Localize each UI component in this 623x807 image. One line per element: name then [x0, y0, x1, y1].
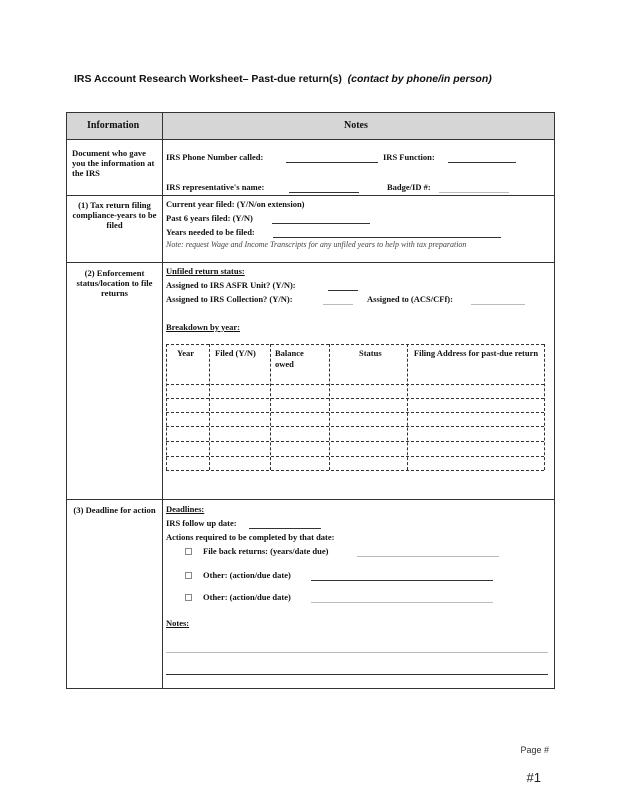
phone-field[interactable] [286, 162, 378, 163]
row-divider [67, 262, 554, 263]
collection-field[interactable] [323, 304, 353, 305]
badge-label: Badge/ID #: [387, 182, 431, 192]
other-field-2[interactable] [311, 602, 493, 603]
col-filing-address: Filing Address for past-due return [413, 348, 539, 358]
col-balance: Balance owed [275, 348, 304, 369]
notes-label: Notes: [166, 618, 190, 628]
col-status: Status [359, 348, 382, 358]
years-needed-field[interactable] [273, 237, 501, 238]
file-back-field[interactable] [357, 556, 499, 557]
rep-label: IRS representative's name: [166, 182, 265, 192]
current-year-label: Current year filed: (Y/N/on extension) [166, 199, 305, 209]
unfiled-status-label: Unfiled return status: [166, 266, 245, 276]
page-number: #1 [526, 770, 541, 785]
rep-field[interactable] [289, 192, 359, 193]
phone-label: IRS Phone Number called: [166, 152, 264, 162]
function-label: IRS Function: [383, 152, 435, 162]
followup-label: IRS follow up date: [166, 518, 237, 528]
title-main: IRS Account Research Worksheet– Past-due return(s) [74, 73, 342, 85]
table-header [67, 113, 554, 139]
past-years-field[interactable] [272, 223, 370, 224]
asfr-field[interactable] [328, 290, 358, 291]
other-field-1[interactable] [311, 580, 493, 581]
acs-field[interactable] [471, 304, 525, 305]
transcript-note: Note: request Wage and Income Transcripts for any unfiled years to help with tax preparation [166, 240, 467, 249]
other-label-1: Other: (action/due date) [203, 570, 291, 580]
column-divider [162, 113, 163, 688]
document-label: Document who gave you the information at the IRS [72, 148, 155, 178]
other-label-2: Other: (action/due date) [203, 592, 291, 602]
worksheet-title [74, 73, 492, 85]
function-field[interactable] [448, 162, 516, 163]
title-sub: (contact by phone/in person) [347, 73, 492, 85]
asfr-label: Assigned to IRS ASFR Unit? (Y/N): [166, 280, 296, 290]
header-notes: Notes [344, 120, 368, 131]
collection-label: Assigned to IRS Collection? (Y/N): [166, 294, 293, 304]
col-year: Year [177, 348, 194, 358]
actions-label: Actions required to be completed by that date: [166, 532, 335, 542]
enforcement-label: (2) Enforcement status/location to file returns [76, 268, 153, 298]
other-checkbox-2[interactable] [185, 594, 192, 601]
row-divider [67, 499, 554, 500]
tax-label: (1) Tax return filing compliance-years to be filed [72, 200, 157, 230]
years-needed-label: Years needed to be filed: [166, 227, 255, 237]
row-divider [67, 139, 554, 140]
col-filed: Filed (Y/N) [215, 348, 256, 358]
worksheet-table [66, 112, 555, 689]
other-checkbox-1[interactable] [185, 572, 192, 579]
followup-field[interactable] [249, 528, 321, 529]
notes-line-2[interactable] [166, 674, 548, 675]
notes-line-1[interactable] [166, 652, 548, 653]
header-information: Information [87, 120, 140, 131]
deadline-label: (3) Deadline for action [73, 505, 156, 515]
badge-field[interactable] [439, 192, 509, 193]
breakdown-label: Breakdown by year: [166, 322, 240, 332]
file-back-label: File back returns: (years/date due) [203, 546, 329, 556]
page-label: Page # [520, 745, 549, 755]
acs-label: Assigned to (ACS/CFf): [367, 294, 453, 304]
row-divider [67, 195, 554, 196]
file-back-checkbox[interactable] [185, 548, 192, 555]
past-years-label: Past 6 years filed: (Y/N) [166, 213, 253, 223]
deadlines-label: Deadlines: [166, 504, 205, 514]
